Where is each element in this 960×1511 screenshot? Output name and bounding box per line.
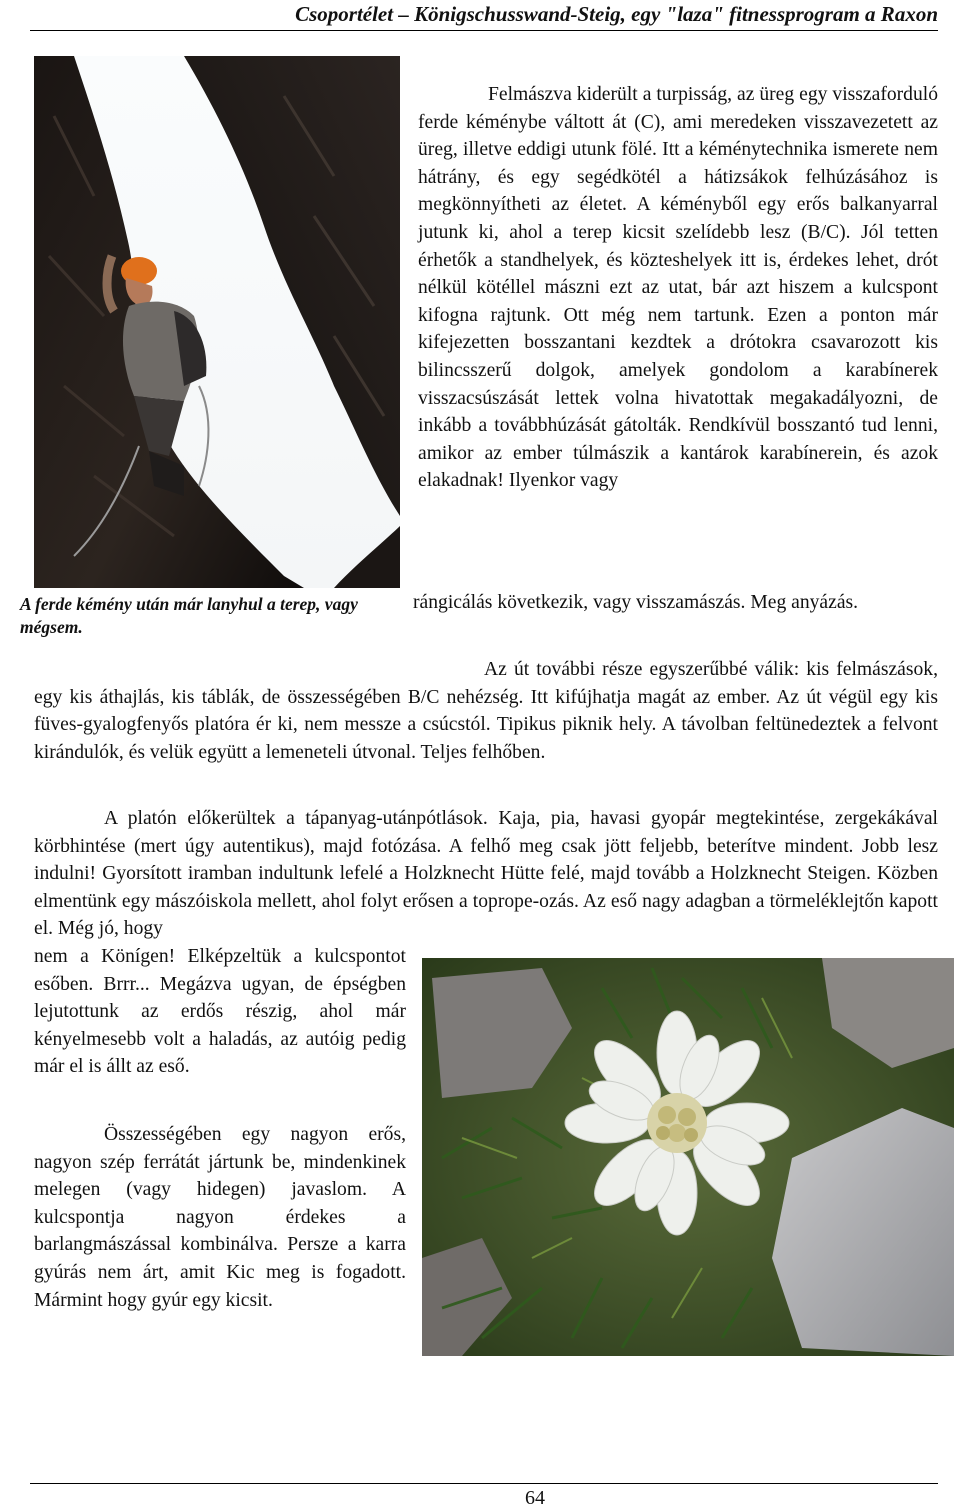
paragraph-1-continuation: rángicálás következik, vagy visszamászás. Meg anyázás.	[413, 592, 859, 613]
paragraph-1-column: Felmászva kiderült a turpisság, az üreg egy visszaforduló ferde kéménybe váltott át (C), ami meredeken visszavezetett az üreg, illetve eddigi utunk fölé. Itt a kéménytechnika ismerete nem hátrány, és egy segédkötél a hátizsákok felhúzásához is megkönnyítheti az életet. A kéményből egy erős balkanyarral jutunk ki, ahol a terep kicsit szelídebb lesz (B/C). Jól tetten érhetők a standhelyek, és közteshelyek itt is, érdekes lehet, drót nélkül kötéllel mászni ezt az utat, bár azt hiszem a kulcspont kifogna rajtunk. Ott még nem tartunk. Ezen a ponton már kifejezetten bosszantani kezdtek a drótokra csavarozott kis bilincsszerű dolgok, amelyek gondolom a karabínerek visszacsúszását lettek volna hivatottak megakadályozni, de inkább a továbbhúzását gátolták. Rendkívül bosszantó tud lenni, amikor az ember túlmászik a kantárok karabínerein, és azok elakadnak! Ilyenkor vagy	[418, 84, 938, 492]
page-header	[30, 0, 938, 31]
paragraph-4: Összességében egy nagyon erős, nagyon szép ferrátát jártunk be, mindenkinek melegen (vagy hidegen) javaslom. A kulcspontja nagyon érdekes a barlangmászással kombinálva. Persze a karra gyúrás nem árt, amit Kic meg is fogadott. Mármint hogy gyúr egy kicsit.	[34, 1124, 406, 1311]
edelweiss-photo-image	[422, 958, 954, 1356]
running-title: Csoportélet – Königschusswand-Steig, egy "laza" fitnessprogram a Raxon	[295, 2, 938, 26]
edelweiss-flower	[565, 1011, 789, 1235]
paragraph-3-continuation: nem a Könígen! Elképzeltük a kulcspontot esőben. Brrr... Megázva ugyan, de épségben lejutottunk az erdős részig, ahol már kényelmesebb volt a haladás, az autóig pedig már el is állt az eső.	[34, 946, 406, 1078]
paragraph-3: A platón előkerültek a tápanyag-utánpótlások. Kaja, pia, havasi gyopár megtekintése, zergekákával körbhintése (mert úgy autentikus), majd fotózása. A felhő meg csak jött feljebb, beterítve mindent. Jobb lesz indulni! Gyorsított iramban indultunk lefelé a Holzknecht Hütte felé, majd tovább a Holzknecht Steigen. Közben elmentünk egy mászóiskola mellett, ahol folyt erősen a toprope-ozás. Az eső nagy adagban a törmeléklejtőn kapott el. Még jó, hogy	[34, 808, 938, 940]
page-number: 64	[525, 1487, 545, 1509]
paragraph-2: Az út további része egyszerűbbé válik: kis felmászások, egy kis áthajlás, kis táblák, de összességében B/C nehézség. Itt kifújhatja magát az ember. Az út végül egy kis füves-gyalogfenyős platóra ér ki, nem messze a csúcstól. Tipikus piknik hely. A távolban feltünedeztek a felvont kirándulók, és velük együtt a lemeneteli útvonal. Teljes felhőben.	[34, 659, 938, 763]
climber-photo	[34, 56, 400, 588]
photo-caption: A ferde kémény után már lanyhul a terep, vagy mégsem.	[20, 594, 358, 637]
edelweiss-photo	[422, 958, 954, 1356]
footer-rule	[30, 1483, 938, 1484]
climber-photo-image	[34, 56, 400, 588]
